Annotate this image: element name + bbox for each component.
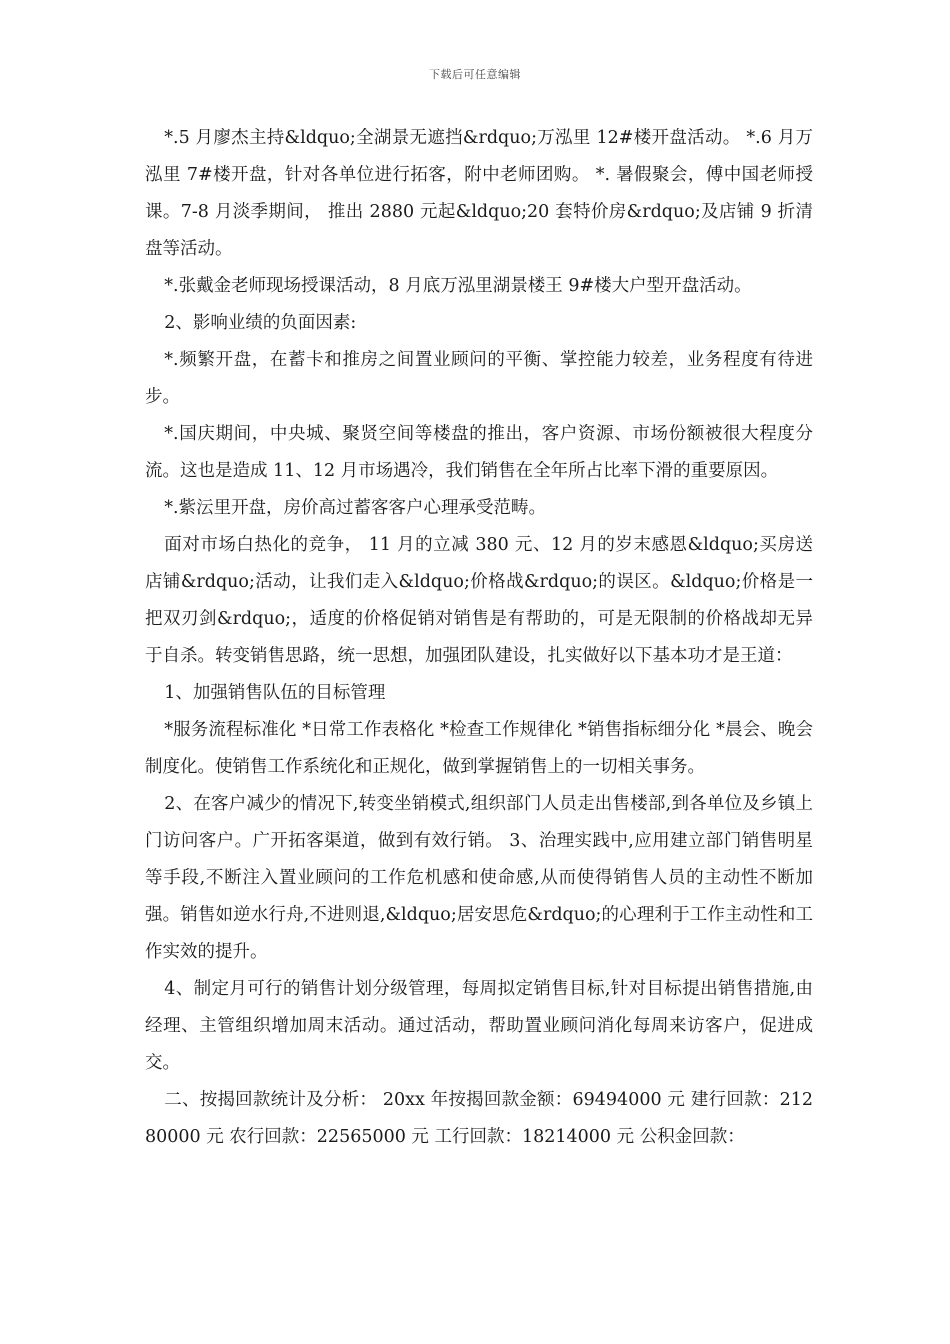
paragraph: 二、按揭回款统计及分析： 20xx 年按揭回款金额：69494000 元 建行回款：21280000 元 农行回款：22565000 元 工行回款：18214000 元 公积金回款： bbox=[145, 1090, 813, 1147]
paragraph: *服务流程标准化 *日常工作表格化 *检查工作规律化 *销售指标细分化 *晨会、晚会制度化。使销售工作系统化和正规化，做到掌握销售上的一切相关事务。 bbox=[145, 720, 813, 777]
page-header: 下载后可任意编辑 bbox=[429, 68, 521, 81]
paragraph: 2、在客户减少的情况下,转变坐销模式,组织部门人员走出售楼部,到各单位及乡镇上门访问客户。广开拓客渠道，做到有效行销。 3、治理实践中,应用建立部门销售明星等手段,不断注入置业顾问的工作危机感和使命感,从而使得销售人员的主动性不断加强。销售如逆水行舟,不进则退,&ldquo;居安思危&rdquo;的心理利于工作主动性和工作实效的提升。 bbox=[145, 794, 813, 962]
paragraph: 面对市场白热化的竞争， 11 月的立减 380 元、12 月的岁末感恩&ldquo;买房送店铺&rdquo;活动，让我们走入&ldquo;价格战&rdquo;的误区。&ldquo;价格是一把双刃剑&rdquo;，适度的价格促销对销售是有帮助的，可是无限制的价格战却无异于自杀。转变销售思路，统一思想，加强团队建设，扎实做好以下基本功才是王道： bbox=[145, 535, 813, 666]
paragraph: 4、制定月可行的销售计划分级管理，每周拟定销售目标,针对目标提出销售措施,由经理、主管组织增加周末活动。通过活动，帮助置业顾问消化每周来访客户，促进成交。 bbox=[145, 979, 813, 1073]
paragraph: *.国庆期间，中央城、聚贤空间等楼盘的推出，客户资源、市场份额被很大程度分流。这也是造成 11、12 月市场遇冷，我们销售在全年所占比率下滑的重要原因。 bbox=[145, 424, 813, 481]
paragraph: *.张戴金老师现场授课活动，8 月底万泓里湖景楼王 9#楼大户型开盘活动。 bbox=[164, 276, 752, 296]
document-body bbox=[145, 120, 813, 1156]
paragraph: *.频繁开盘，在蓄卡和推房之间置业顾问的平衡、掌控能力较差，业务程度有待进步。 bbox=[145, 350, 813, 407]
paragraph: *.5 月廖杰主持&ldquo;全湖景无遮挡&rdquo;万泓里 12#楼开盘活动。 *.6 月万泓里 7#楼开盘，针对各单位进行拓客，附中老师团购。 *. 暑假聚会，傅中国老师授课。7-8 月淡季期间， 推出 2880 元起&ldquo;20 套特价房&rdquo;及店铺 9 折清盘等活动。 bbox=[145, 128, 813, 259]
paragraph: 2、影响业绩的负面因素: bbox=[164, 313, 357, 333]
paragraph: 1、加强销售队伍的目标管理 bbox=[164, 683, 386, 703]
paragraph: *.紫沄里开盘，房价高过蓄客客户心理承受范畴。 bbox=[164, 498, 547, 518]
